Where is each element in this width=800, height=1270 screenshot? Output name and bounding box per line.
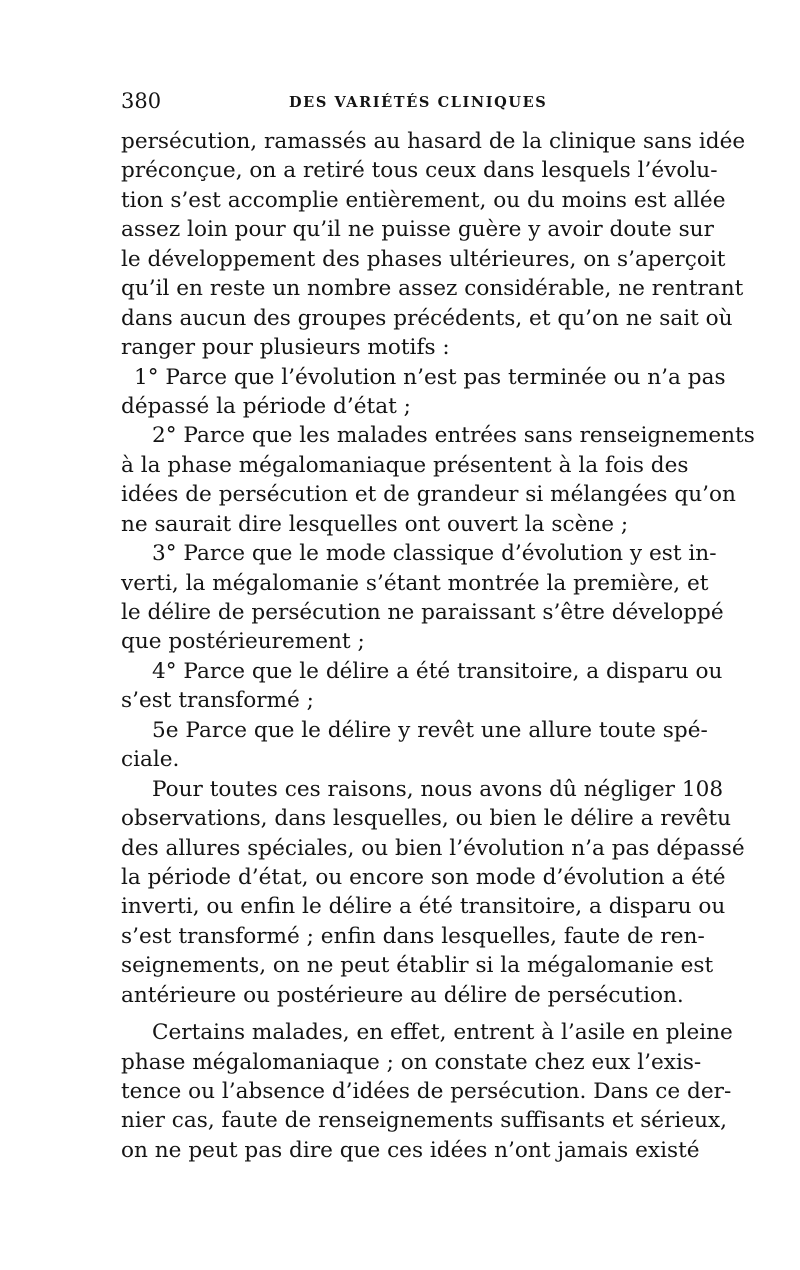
- text-line: inverti, ou enfin le délire a été transitoire, a disparu ou: [121, 894, 726, 920]
- list-item-line: verti, la mégalomanie s’étant montrée la première, et: [121, 570, 709, 596]
- list-item-line: idées de persécution et de grandeur si mélangées qu’on: [121, 482, 736, 508]
- list-item-line: le délire de persécution ne paraissant s’être développé: [121, 600, 724, 625]
- text-line: dans aucun des groupes précédents, et qu’on ne sait où: [121, 305, 733, 331]
- page-number: 380: [121, 89, 162, 113]
- list-item-line: 5e Parce que le délire y revêt une allure toute spé-: [152, 717, 708, 743]
- text-line: tion s’est accomplie entièrement, ou du moins est allée: [121, 187, 726, 213]
- text-line: ranger pour plusieurs motifs :: [121, 335, 450, 361]
- text-line: Certains malades, en effet, entrent à l’asile en pleine: [152, 1020, 733, 1046]
- list-item-line: dépassé la période d’état ;: [121, 393, 411, 419]
- text-line: s’est transformé ; enfin dans lesquelles, faute de ren-: [121, 923, 705, 949]
- paragraph-gap: [121, 1010, 673, 1018]
- text-line: antérieure ou postérieure au délire de persécution.: [121, 982, 684, 1008]
- text-line: observations, dans lesquelles, ou bien le délire a revêtu: [121, 806, 731, 832]
- list-item-line: 2° Parce que les malades entrées sans renseignements: [152, 423, 755, 449]
- list-item-line: à la phase mégalomaniaque présentent à la fois des: [121, 452, 689, 478]
- text-line: phase mégalomaniaque ; on constate chez eux l’exis-: [121, 1049, 702, 1075]
- list-item-line: ne saurait dire lesquelles ont ouvert la scène ;: [121, 511, 629, 537]
- text-line: persécution, ramassés au hasard de la clinique sans idée: [121, 129, 746, 154]
- list-item-line: 1° Parce que l’évolution n’est pas terminée ou n’a pas: [134, 364, 726, 390]
- running-title: DES VARIÉTÉS CLINIQUES: [289, 94, 548, 111]
- text-line: des allures spéciales, ou bien l’évolution n’a pas dépassé: [121, 835, 745, 861]
- text-line: qu’il en reste un nombre assez considérable, ne rentrant: [121, 276, 744, 302]
- text-line: seignements, on ne peut établir si la mégalomanie est: [121, 953, 714, 979]
- text-line: le développement des phases ultérieures, on s’aperçoit: [121, 246, 726, 272]
- text-line: tence ou l’absence d’idées de persécution. Dans ce der-: [121, 1079, 732, 1104]
- list-item-line: 3° Parce que le mode classique d’évolution y est in-: [152, 541, 717, 567]
- list-item-line: ciale.: [121, 747, 180, 773]
- text-line: on ne peut pas dire que ces idées n’ont jamais existé: [121, 1137, 700, 1163]
- list-item-line: s’est transformé ;: [121, 688, 314, 714]
- text-line: Pour toutes ces raisons, nous avons dû négliger 108: [152, 776, 724, 802]
- text-line: préconçue, on a retiré tous ceux dans lesquels l’évolu-: [121, 158, 718, 184]
- text-line: nier cas, faute de renseignements suffisants et sérieux,: [121, 1108, 728, 1134]
- body-text: [121, 127, 755, 1165]
- running-head: [121, 86, 681, 116]
- text-line: la période d’état, ou encore son mode d’évolution a été: [121, 864, 726, 890]
- list-item-line: que postérieurement ;: [121, 629, 365, 655]
- text-line: assez loin pour qu’il ne puisse guère y avoir doute sur: [121, 217, 714, 243]
- list-item-line: 4° Parce que le délire a été transitoire, a disparu ou: [152, 658, 723, 684]
